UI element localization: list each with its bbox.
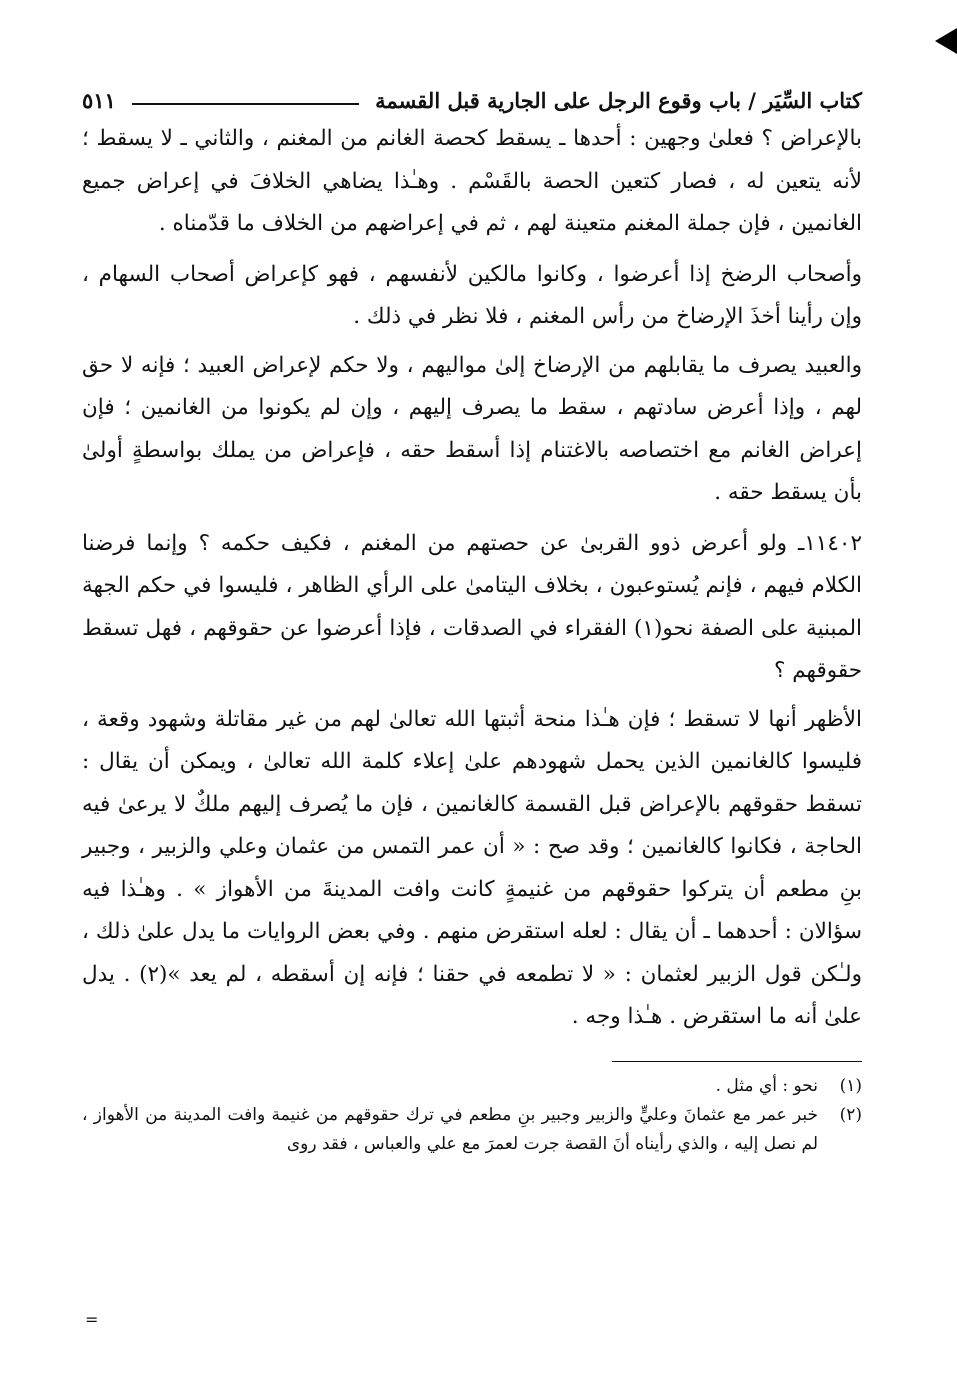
footnote-1 — [82, 1072, 862, 1101]
corner-tab-mark — [935, 28, 957, 54]
paragraph-5: الأظهر أنها لا تسقط ؛ فإن هـٰذا منحة أثبتها الله تعالىٰ لهم من غير مقاتلة وشهود وقعة ، فليسوا كالغانمين الذين يحمل شهودهم علىٰ إعلاء كلمة الله تعالىٰ ، ويمكن أن يقال : تسقط حقوقهم بالإعراض قبل القسمة كالغانمين ، فإن ما يُصرف إليهم ملكٌ لا يرعىٰ فيه الحاجة ، فكانوا كالغانمين ؛ وقد صح : « أن عمر التمس من عثمان وعلي والزبير ، وجبير بنِ مطعم أن يتركوا حقوقهم من غنيمةٍ كانت وافت المدينةَ من الأهواز » . وهـٰذا فيه سؤالان : أحدهما ـ أن يقال : لعله استقرض منهم . وفي بعض الروايات ما يدل علىٰ ذلك ، ولـٰكن قول الزبير لعثمان : « لا تطمعه في حقنا ؛ فإنه إن أسقطه ، لم يعد »(٢) . يدل علىٰ أنه ما استقرض . هـٰذا وجه . — [82, 706, 862, 1029]
footnote-text: خبر عمر مع عثمانَ وعليٍّ والزبير وجبير بنِ مطعم في ترك حقوقهم من غنيمة وافت المدينة من الأهواز ، لم نصل إليه ، والذي رأيناه أنَ القصة جرت لعمرَ مع علي والعباس ، فقد روى — [82, 1104, 818, 1154]
footnote-number: (٢) — [839, 1104, 862, 1125]
header-title: كتاب السِّيَر / باب وقوع الرجل على الجارية قبل القسمة — [375, 87, 862, 113]
paragraph-4: ١١٤٠٢ـ ولو أعرض ذوو القربىٰ عن حصتهم من المغنم ، فكيف حكمه ؟ وإنما فرضنا الكلام فيهم ، فإنم يُستوعبون ، بخلاف اليتامىٰ على الرأي الظاهر ، فليسوا في حكم الجهة المبنية على الصفة نحو(١) الفقراء في الصدقات ، فإذا أعرضوا عن حقوقهم ، فهل تسقط حقوقهم ؟ — [82, 530, 862, 683]
footnote-number: (١) — [839, 1075, 862, 1096]
paragraph-2: وأصحاب الرضخ إذا أعرضوا ، وكانوا مالكين لأنفسهم ، فهو كإعراض أصحاب السهام ، وإن رأينا أخذَ الإرضاخ من رأس المغنم ، فلا نظر في ذلك . — [82, 261, 862, 329]
paragraph-1: بالإعراض ؟ فعلىٰ وجهين : أحدها ـ يسقط كحصة الغانم من المغنم ، والثاني ـ لا يسقط ؛ لأنه يتعين له ، فصار كتعين الحصة بالقَسْم . وهـٰذا يضاهي الخلافَ في إعراض جميع الغانمين ، فإن جملة المغنم متعينة لهم ، ثم في إعراضهم من الخلاف ما قدّمناه . — [82, 126, 862, 236]
footnotes — [82, 1072, 862, 1159]
footnote-text: نحو : أي مثل . — [715, 1075, 818, 1096]
footnote-separator — [612, 1061, 862, 1062]
header-rule — [132, 103, 359, 105]
page-number: ٥١١ — [82, 87, 116, 113]
footnote-2 — [82, 1101, 862, 1159]
margin-mark: = — [85, 1310, 99, 1329]
book-page — [82, 82, 862, 1159]
paragraph-3: والعبيد يصرف ما يقابلهم من الإرضاخ إلىٰ مواليهم ، ولا حكم لإعراض العبيد ؛ فإنه لا حق لهم ، وإذا أعرض سادتهم ، سقط ما يصرف إليهم ، وإن لم يكونوا من الغانمين ؛ فإن إعراض الغانم مع اختصاصه بالاغتنام إذا أسقط حقه ، فإعراض من يملك بواسطةٍ أولىٰ بأن يسقط حقه . — [82, 352, 862, 505]
running-header — [82, 82, 862, 118]
